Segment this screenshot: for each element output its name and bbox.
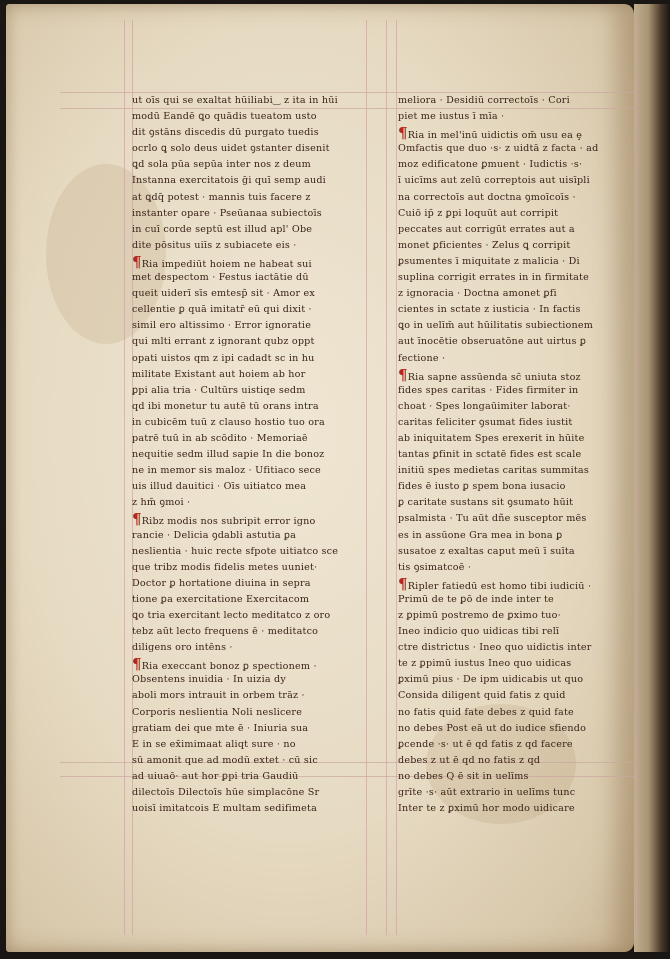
right-text-column xyxy=(398,93,634,817)
manuscript-line: Corporis neslientia Noli neslicere xyxy=(132,706,303,718)
ruling-line xyxy=(636,20,637,935)
manuscript-line: tione ꝑa exercitatione Exercitacom xyxy=(132,593,310,605)
manuscript-line: ꝑpi alia tria · Cultūrs uistiqe sedm xyxy=(132,384,306,396)
manuscript-line: ꝑcende ·s· ut ē qd fatis z qd facere xyxy=(398,738,573,750)
ruling-line xyxy=(124,20,125,935)
manuscript-line: gratiam dei que mte ē · Iniuria sua xyxy=(132,722,309,734)
manuscript-line: fides ē iusto ꝑ spem bona iusacio xyxy=(398,481,566,493)
manuscript-line: patrē tuū in ab scōdito · Memoriaē xyxy=(132,432,308,444)
ruling-line xyxy=(396,20,397,935)
manuscript-line: at ꝗdq̄ potest · mannis tuis facere z xyxy=(132,191,311,203)
manuscript-line: fectione · xyxy=(398,352,446,364)
manuscript-line: caritas feliciter ꝯsumat fides iustit xyxy=(398,416,573,428)
manuscript-line: nequitie sedm illud sapie In die bonoz xyxy=(132,449,325,461)
manuscript-line: opati uistos qm z ipi cadadt sc in hu xyxy=(132,352,315,364)
manuscript-line: in cubicēm tuū z clauso hostio tuo ora xyxy=(132,416,325,428)
manuscript-line: rancie · Delicia ꝯdabli astutia ꝑa xyxy=(132,529,297,541)
rubricated-initial: ¶ xyxy=(132,253,142,271)
manuscript-line: ꝑsumentes ī miquitate z malicia · Di xyxy=(398,255,580,267)
manuscript-line: ꝗd sola pūa sepūa inter nos z deum xyxy=(132,159,311,171)
manuscript-line: suplina corrigit errates in in firmitate xyxy=(398,272,589,284)
manuscript-line: cientes in sctate z iusticia · In factis xyxy=(398,304,581,316)
manuscript-line: ne in memor sis maloz · Ufitiaco sece xyxy=(132,465,321,477)
manuscript-line: queit uiderī sīs emtesp̄ sit · Amor ex xyxy=(132,288,316,300)
manuscript-line: que tribz modis fidelis metes uuniet· xyxy=(132,561,318,573)
rubricated-initial: ¶ xyxy=(132,511,142,528)
manuscript-line: te z ꝑpimū iustus Ineo quo uidicas xyxy=(398,658,572,670)
manuscript-line: ¶Ribz modis nos subripit error igno xyxy=(132,511,316,528)
manuscript-line: modū Eandē ꝗo quādis tueatom usto xyxy=(132,111,317,123)
manuscript-line: tantas ꝑfinit in sctatē fides est scale xyxy=(398,449,582,461)
manuscript-line: ꝗo in uelīm̄ aut hūilitatis subiectionem xyxy=(398,320,594,332)
manuscript-line: qui mlti errant z ignorant qubz oppt xyxy=(132,336,315,348)
manuscript-line: peccates aut corrigūt errates aut a xyxy=(398,223,575,235)
manuscript-line: piet me iustus ī mīa · xyxy=(398,111,505,123)
manuscript-line: ꝑximū pius · De ipm uidicabis ut quo xyxy=(398,674,584,686)
manuscript-line: aut īnocētie obseruatōne aut uirtus ꝑ xyxy=(398,336,587,348)
rubricated-initial: ¶ xyxy=(132,656,142,673)
manuscript-line: tis ꝯsimatcoē · xyxy=(398,561,472,573)
manuscript-line: ¶Ria execcant bonoz ꝑ spectionem · xyxy=(132,656,317,673)
manuscript-line: ꝑ caritate sustans sit ꝯsumato hūit xyxy=(398,497,574,509)
manuscript-line: ¶Ria in mel'inū uidictis om̄ usu ea ȩ xyxy=(398,125,583,142)
manuscript-line: Ineo indicio quo uidicas tibi relī xyxy=(398,626,560,638)
manuscript-line: no debes Q ē sit in uelīms xyxy=(398,770,529,782)
manuscript-line: uis illud dauitici · Oīs uitiatco mea xyxy=(132,481,307,493)
manuscript-line: sū amonit que ad modū extet · cū sic xyxy=(132,754,318,766)
book-fore-edge xyxy=(634,4,670,952)
manuscript-line: Doctor ꝑ hortatione diuina in sepra xyxy=(132,577,311,589)
manuscript-line: psalmista · Tu aūt dñe susceptor mēs xyxy=(398,513,587,525)
manuscript-line: diligens oro intēns · xyxy=(132,642,233,654)
manuscript-line: dite pōsitus uiīs z subiacete eis · xyxy=(132,239,297,251)
rubricated-initial: ¶ xyxy=(398,125,408,142)
manuscript-line: tebz aūt lecto frequens ē · meditatco xyxy=(132,626,319,638)
manuscript-line: z hm̄ ꝯmoi · xyxy=(132,497,191,509)
manuscript-line: no fatis quid fate debes z quid fate xyxy=(398,706,574,718)
manuscript-line: debes z ut ē qd no fatis z qd xyxy=(398,754,541,766)
manuscript-line: ¶Ria sapne assūenda sc̄ uniuta stoz xyxy=(398,366,581,383)
manuscript-line: ut oīs qui se exaltat hūiliabi‿ z ita in hūi xyxy=(132,95,338,106)
manuscript-line: no debes Post eā ut do iudice sfiendo xyxy=(398,722,587,734)
manuscript-line: moz edificatone ꝑmuent · Iudictis ·s· xyxy=(398,159,583,171)
manuscript-line: Cuiō ip̄ z ꝑpi loquūt aut corripit xyxy=(398,207,559,219)
manuscript-line: ī uicīms aut zelū correptois aut uisīpli xyxy=(398,175,590,187)
manuscript-line: ad uiuaō· aut hor ꝑpi tria Gaudiū xyxy=(132,770,299,782)
manuscript-line: instanter opare · Pseūanaa subiectoīs xyxy=(132,207,322,219)
manuscript-line: qd ibi monetur tu autē tū orans intra xyxy=(132,400,319,412)
manuscript-line: militate Existant aut hoiem ab hor xyxy=(132,368,306,380)
manuscript-line: aboli mors intrauit in orbem trāz · xyxy=(132,690,305,702)
rubricated-initial: ¶ xyxy=(398,575,408,592)
manuscript-line: na correctoīs aut doctna ꝯmoīcoīs · xyxy=(398,191,576,203)
manuscript-line: ¶Ripler fatiedū est homo tibi iudiciū · xyxy=(398,575,592,592)
manuscript-line: in cuī corde septū est illud apl' Obe xyxy=(132,223,313,235)
ruling-line xyxy=(386,20,387,935)
manuscript-line: dilectoīs Dilectoīs hūe simplacōne Sr xyxy=(132,787,320,799)
manuscript-line: initiū spes medietas caritas summitas xyxy=(398,465,589,477)
manuscript-line: Primū de te ꝑō de inde inter te xyxy=(398,593,554,605)
manuscript-line: cellentie ꝑ quā imitatr̄ eū qui dixit · xyxy=(132,304,312,316)
manuscript-line: choat · Spes longaūimiter laborat· xyxy=(398,400,571,412)
manuscript-line: ¶Ria impediūt hoiem ne habeat sui xyxy=(132,253,312,271)
manuscript-line: simil ero altissimo · Error ignoratie xyxy=(132,320,312,332)
manuscript-line: met despectom · Festus iactātie dū xyxy=(132,272,309,284)
manuscript-line: Inter te z ꝑximū hor modo uidicare xyxy=(398,803,575,815)
manuscript-line: grīte ·s· aūt extrario in uelīms tunc xyxy=(398,787,576,799)
manuscript-line: Consida diligent quid fatis z quid xyxy=(398,690,566,702)
manuscript-line: meliora · Desidiū correctoīs · Cori xyxy=(398,95,570,106)
manuscript-line: neslientia · huic recte sfpote uitiatco sce xyxy=(132,545,339,557)
manuscript-line: ctre districtus · Ineo quo uidictis inter xyxy=(398,642,592,654)
manuscript-line: es in assūone Gra mea in bona ꝑ xyxy=(398,529,563,541)
manuscript-line: ab iniquitatem Spes erexerit in hūite xyxy=(398,432,585,444)
manuscript-line: E in se ex̄imimaat aliqt sure · no xyxy=(132,738,296,750)
manuscript-line: susatoe z exaltas caput meū ī suīta xyxy=(398,545,575,557)
manuscript-line: dit ꝯstāns discedis dū purgato tuedis xyxy=(132,127,319,139)
manuscript-line: uoisī imitatcois E multam sedifimeta xyxy=(132,803,318,815)
rubricated-initial: ¶ xyxy=(398,366,408,383)
manuscript-line: Omfactis que duo ·s· z uidtā z facta · ad xyxy=(398,143,599,155)
left-text-column xyxy=(132,93,368,817)
manuscript-line: Obsentens inuidia · In uizia dy xyxy=(132,674,286,686)
manuscript-line: z ꝑpimū postremo de ꝑximo tuo· xyxy=(398,610,561,621)
manuscript-line: monet ꝑficientes · Zelus ꝗ corripit xyxy=(398,239,571,251)
manuscript-line: z ignoracia · Doctna amonet ꝑfi xyxy=(398,288,557,300)
manuscript-line: Instanna exercitatois ḡi quī semp audi xyxy=(132,175,326,187)
manuscript-line: ꝗo tria exercitant lecto meditatco z oro xyxy=(132,610,331,621)
manuscript-line: ocrlo ꝗ solo deus uidet ꝯstanter disenit xyxy=(132,143,330,155)
manuscript-line: fides spes caritas · Fides firmiter in xyxy=(398,384,579,396)
